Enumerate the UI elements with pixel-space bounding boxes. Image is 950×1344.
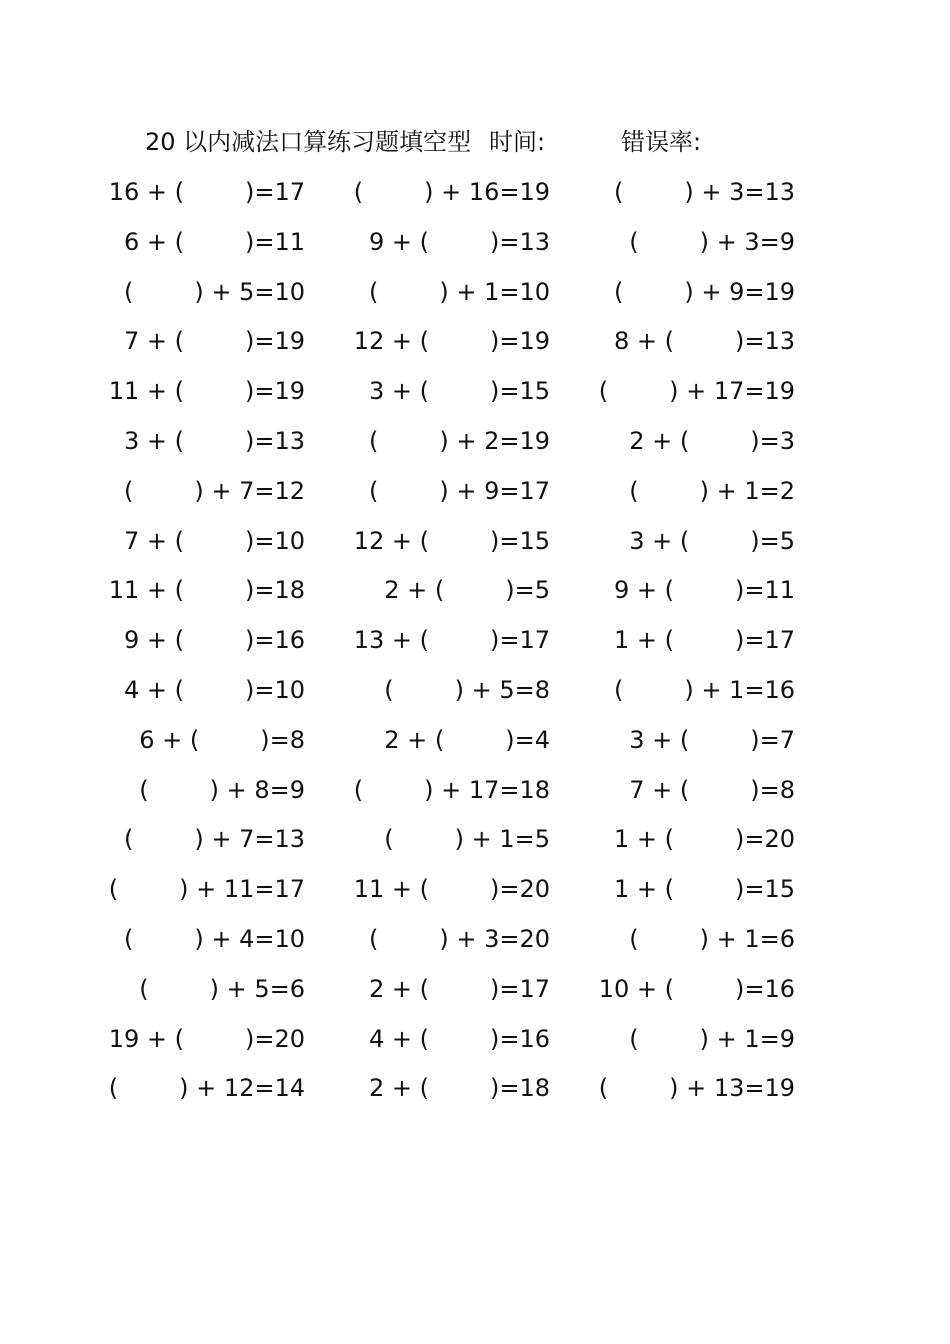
problem-cell: 12 + ( )=15 (353, 526, 550, 555)
problem-cell: 16 + ( )=17 (108, 178, 305, 206)
problem-row (0, 823, 950, 873)
problem-cell: 9 + ( )=11 (613, 576, 795, 605)
problem-cell: ( ) + 4=10 (123, 924, 305, 953)
problem-cell: ( ) + 7=13 (123, 825, 305, 854)
problem-cell: 11 + ( )=18 (108, 576, 305, 605)
problem-cell: 4 + ( )=16 (368, 1024, 550, 1053)
problem-cell: 9 + ( )=13 (368, 227, 550, 256)
problem-cell: 9 + ( )=16 (123, 626, 305, 655)
problem-cell: 7 + ( )=10 (123, 526, 305, 555)
problem-cell: 11 + ( )=19 (108, 377, 305, 406)
problem-cell: 13 + ( )=17 (353, 626, 550, 655)
problem-cell: 3 + ( )=7 (629, 725, 795, 754)
problem-cell: 11 + ( )=20 (353, 875, 550, 904)
problem-row (0, 724, 950, 774)
problem-cell: ( ) + 3=9 (629, 227, 795, 256)
problem-row (0, 525, 950, 575)
problem-row (0, 674, 950, 724)
problem-cell: 2 + ( )=4 (384, 725, 550, 754)
problem-cell: ( ) + 5=10 (123, 277, 305, 306)
problem-cell: ( ) + 13=19 (598, 1074, 795, 1103)
problem-cell: ( ) + 9=19 (613, 277, 795, 306)
problem-cell: 7 + ( )=19 (123, 327, 305, 356)
problem-cell: ( ) + 1=5 (384, 825, 550, 854)
problem-cell: 8 + ( )=13 (613, 327, 795, 356)
problem-row (0, 475, 950, 525)
worksheet-title: 20 以内减法口算练习题填空型 (145, 128, 472, 156)
problem-row (0, 973, 950, 1023)
problem-cell: 1 + ( )=15 (613, 875, 795, 904)
problem-cell: ( ) + 11=17 (108, 875, 305, 904)
problem-cell: ( ) + 5=8 (384, 675, 550, 704)
problem-cell: ( ) + 17=18 (353, 775, 550, 804)
problem-row (0, 176, 950, 226)
problem-cell: ( ) + 1=6 (629, 924, 795, 953)
problem-cell: 2 + ( )=5 (384, 576, 550, 605)
problem-row (0, 774, 950, 824)
problem-cell: 6 + ( )=8 (139, 725, 305, 754)
problem-row (0, 923, 950, 973)
problem-cell: ( ) + 1=16 (613, 675, 795, 704)
problem-cell: 3 + ( )=13 (123, 426, 305, 455)
problem-cell: 10 + ( )=16 (598, 974, 795, 1003)
problem-row (0, 276, 950, 326)
problem-cell: ( ) + 1=10 (368, 277, 550, 306)
time-label: 时间: (489, 128, 546, 156)
error-rate-label: 错误率: (621, 128, 702, 156)
problem-row (0, 425, 950, 475)
problem-cell: ( ) + 12=14 (108, 1074, 305, 1103)
problem-cell: 4 + ( )=10 (123, 675, 305, 704)
problem-cell: ( ) + 3=20 (368, 924, 550, 953)
problem-cell: 1 + ( )=20 (613, 825, 795, 854)
problem-row (0, 325, 950, 375)
problem-row (0, 624, 950, 674)
problem-cell: ( ) + 1=9 (629, 1024, 795, 1053)
problem-cell: 3 + ( )=15 (368, 377, 550, 406)
problem-cell: 2 + ( )=18 (368, 1074, 550, 1103)
problem-cell: 1 + ( )=17 (613, 626, 795, 655)
problem-cell: ( ) + 5=6 (139, 974, 305, 1003)
problem-row (0, 574, 950, 624)
problem-row (0, 1023, 950, 1073)
problem-cell: 2 + ( )=17 (368, 974, 550, 1003)
problem-cell: ( ) + 16=19 (353, 178, 550, 206)
problem-grid (0, 176, 950, 1122)
problem-row (0, 226, 950, 276)
problem-cell: ( ) + 2=19 (368, 426, 550, 455)
problem-cell: 2 + ( )=3 (629, 426, 795, 455)
problem-row (0, 873, 950, 923)
problem-row (0, 375, 950, 425)
problem-cell: 6 + ( )=11 (123, 227, 305, 256)
problem-cell: ( ) + 1=2 (629, 476, 795, 505)
problem-cell: 3 + ( )=5 (629, 526, 795, 555)
problem-row (0, 1072, 950, 1122)
problem-cell: ( ) + 3=13 (613, 178, 795, 206)
problem-cell: ( ) + 7=12 (123, 476, 305, 505)
problem-cell: 12 + ( )=19 (353, 327, 550, 356)
problem-cell: ( ) + 9=17 (368, 476, 550, 505)
problem-cell: 19 + ( )=20 (108, 1024, 305, 1053)
problem-cell: ( ) + 17=19 (598, 377, 795, 406)
problem-cell: 7 + ( )=8 (629, 775, 795, 804)
problem-cell: ( ) + 8=9 (139, 775, 305, 804)
